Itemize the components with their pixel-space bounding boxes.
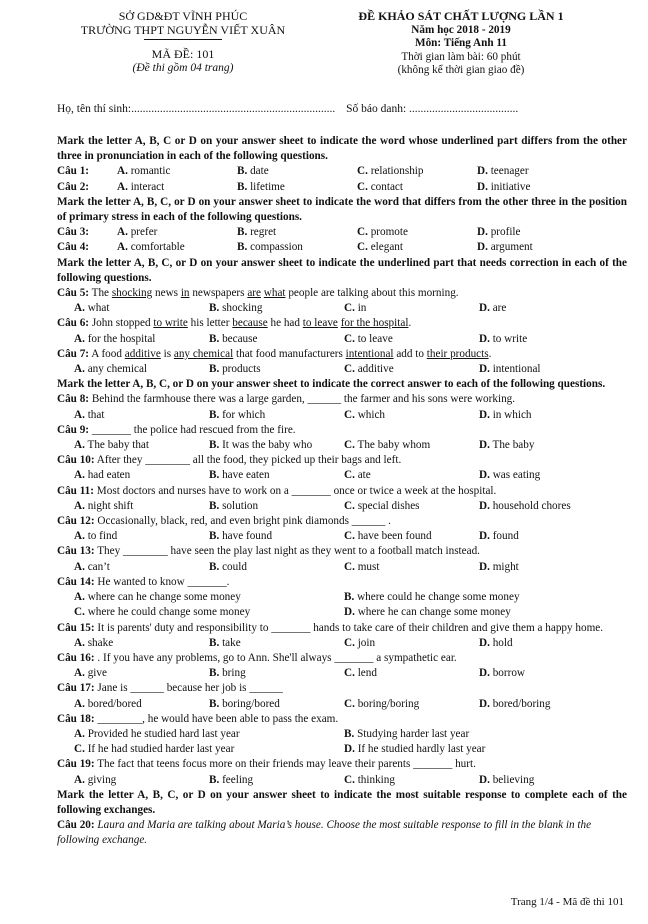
option-a: A. comfortable (117, 241, 185, 254)
option-c: C. elegant (357, 241, 403, 254)
option-a: A. interact (117, 180, 165, 193)
option-c: C. relationship (357, 165, 424, 178)
question-7-options (57, 362, 627, 377)
question-9-stem: Câu 9: _______ the police had rescued from the fire. (57, 423, 296, 436)
option-d: D. household chores (479, 499, 571, 512)
school-name: TRƯỜNG THPT NGUYỄN VIẾT XUÂN (80, 22, 286, 37)
option-c: C. promote (357, 226, 408, 239)
time-note: (không kể thời gian giao đề) (397, 64, 525, 76)
question-8-options (57, 408, 627, 423)
option-d: D. in which (479, 408, 532, 421)
exam-content (57, 134, 627, 849)
option-c: C. boring/boring (344, 697, 420, 710)
header-divider (144, 39, 222, 40)
question-16-options (57, 666, 627, 681)
option-c: C. thinking (344, 773, 395, 786)
question-1: Câu 1: A. romantic B. date C. relationship D. teenager (57, 164, 627, 179)
option-a: A. shake (74, 636, 114, 649)
option-a: A. Provided he studied hard last year (74, 727, 240, 740)
question-16-stem: Câu 16: . If you have any problems, go to Ann. She'll always _______ a sympathetic ear. (57, 651, 457, 664)
option-b: B. date (237, 165, 269, 178)
option-b: B. compassion (237, 241, 303, 254)
question-4: Câu 4: A. comfortable B. compassion C. elegant D. argument (57, 240, 627, 255)
option-a: A. bored/bored (74, 697, 142, 710)
question-11-stem: Câu 11: Most doctors and nurses have to work on a _______ once or twice a week at the hospital. (57, 484, 497, 497)
option-c: C. must (344, 560, 380, 573)
option-a: A. The baby that (74, 439, 150, 452)
department-name: SỞ GD&ĐT VĨNH PHÚC (118, 9, 248, 23)
option-d: D. If he studied hardly last year (344, 743, 486, 756)
question-9-options (57, 438, 627, 453)
time-allowed: Thời gian làm bài: 60 phút (401, 50, 521, 63)
question-14-options-ab (57, 590, 627, 605)
school-block (58, 10, 308, 75)
candidate-id-field: Số báo danh: ...................................... (346, 103, 519, 115)
option-d: D. argument (477, 241, 533, 254)
option-b: B. have eaten (209, 469, 270, 482)
question-13-options (57, 560, 627, 575)
option-c: C. If he had studied harder last year (74, 743, 235, 756)
option-b: B. feeling (209, 773, 254, 786)
option-d: D. found (479, 530, 519, 543)
option-c: C. have been found (344, 530, 432, 543)
option-b: B. take (209, 636, 241, 649)
option-b: B. could (209, 560, 247, 573)
option-a: A. night shift (74, 499, 134, 512)
question-17-stem: Câu 17: Jane is ______ because her job is ______ (57, 682, 283, 695)
question-7-stem: Câu 7: A food additive is any chemical that food manufacturers intentional add to their products. (57, 347, 492, 360)
option-d: D. to write (479, 332, 528, 345)
option-a: A. giving (74, 773, 117, 786)
section-2-instruction: Mark the letter A, B, C, or D on your answer sheet to indicate the word that differs from the other three in the position of primary stress in each of the following questions. (57, 195, 627, 224)
question-14-options-cd (57, 605, 627, 620)
option-d: D. bored/boring (479, 697, 551, 710)
section-3-instruction: Mark the letter A, B, C, or D on your answer sheet to indicate the underlined part that needs correction in each of the following questions. (57, 256, 627, 284)
option-d: D. believing (479, 773, 535, 786)
question-18-options-cd (57, 742, 627, 757)
option-d: D. might (479, 560, 519, 573)
question-2: Câu 2: A. interact B. lifetime C. contact D. initiative (57, 180, 627, 195)
question-10-options (57, 468, 627, 483)
question-5-stem: Câu 5: The shocking news in newspapers are what people are talking about this morning. (57, 287, 459, 300)
option-b: B. lifetime (237, 180, 285, 193)
option-c: C. special dishes (344, 499, 420, 512)
exam-info-block (322, 10, 600, 78)
section-1-instruction: Mark the letter A, B, C or D on your answer sheet to indicate the word whose underlined part differs from the other three in pronunciation in each of the following questions. (57, 135, 627, 163)
option-c: C. lend (344, 667, 377, 680)
option-c: C. The baby whom (344, 439, 431, 452)
question-12-stem: Câu 12: Occasionally, black, red, and even bright pink diamonds ______ . (57, 515, 391, 528)
school-year: Năm học 2018 - 2019 (411, 23, 511, 36)
question-10-stem: Câu 10: After they ________ all the food, they picked up their bags and left. (57, 454, 402, 467)
option-c: C. to leave (344, 332, 393, 345)
option-d: D. initiative (477, 180, 531, 193)
option-a: A. what (74, 302, 110, 315)
question-17-options (57, 697, 627, 712)
candidate-line (57, 103, 518, 115)
pages-note: (Đề thi gồm 04 trang) (132, 61, 234, 74)
option-d: D. The baby (479, 439, 535, 452)
option-a: A. romantic (117, 165, 171, 178)
option-b: B. because (209, 332, 258, 345)
option-c: C. contact (357, 180, 403, 193)
question-6-stem: Câu 6: John stopped to write his letter because he had to leave for the hospital. (57, 317, 412, 330)
option-a: A. give (74, 667, 107, 680)
option-b: B. solution (209, 499, 259, 512)
option-b: B. Studying harder last year (344, 727, 470, 740)
question-15-stem: Câu 15: It is parents' duty and responsibility to _______ hands to take care of their children and give them a happy home. (57, 621, 604, 634)
option-d: D. teenager (477, 165, 529, 178)
option-b: B. have found (209, 530, 273, 543)
option-c: C. which (344, 408, 386, 421)
candidate-name-field: Họ, tên thí sinh:....................................................................... (57, 103, 336, 115)
exam-code: MÃ ĐỀ: 101 (151, 47, 215, 61)
option-c: C. in (344, 302, 367, 315)
question-8-stem: Câu 8: Behind the farmhouse there was a large garden, ______ the farmer and his sons were working. (57, 393, 516, 406)
question-6-options (57, 332, 627, 347)
option-c: C. where he could change some money (74, 606, 251, 619)
option-a: A. that (74, 408, 105, 421)
option-c: C. join (344, 636, 376, 649)
option-b: B. where could he change some money (344, 591, 520, 604)
question-18-stem: Câu 18: ________, he would have been able to pass the exam. (57, 712, 339, 725)
question-5-options (57, 301, 627, 316)
option-c: C. ate (344, 469, 371, 482)
option-c: C. additive (344, 363, 394, 376)
option-d: D. profile (477, 226, 521, 239)
question-19-stem: Câu 19: The fact that teens focus more on their friends may leave their parents _______ hurt. (57, 758, 476, 771)
option-a: A. for the hospital (74, 332, 156, 345)
option-a: A. where can he change some money (74, 591, 241, 604)
option-a: A. prefer (117, 226, 158, 239)
question-14-stem: Câu 14: He wanted to know _______. (57, 575, 230, 588)
option-a: A. can’t (74, 560, 110, 573)
question-12-options (57, 529, 627, 544)
subject: Môn: Tiếng Anh 11 (415, 37, 507, 49)
option-d: D. hold (479, 636, 513, 649)
question-18-options-ab (57, 727, 627, 742)
question-13-stem: Câu 13: They ________ have seen the play last night as they went to a football match instead. (57, 545, 480, 558)
option-a: A. any chemical (74, 363, 148, 376)
option-b: B. bring (209, 667, 246, 680)
option-b: B. It was the baby who (209, 439, 313, 452)
option-b: B. regret (237, 226, 277, 239)
option-b: B. products (209, 363, 261, 376)
question-11-options (57, 499, 627, 514)
question-3: Câu 3: A. prefer B. regret C. promote D. profile (57, 225, 627, 240)
section-4-instruction: Mark the letter A, B, C, or D on your answer sheet to indicate the correct answer to each of the following questions. (57, 378, 606, 391)
option-d: D. was eating (479, 469, 541, 482)
question-20-stem: Câu 20: Laura and Maria are talking about Maria’s house. Choose the most suitable response to fill in the blank in the following exchange. (57, 819, 592, 847)
question-15-options (57, 636, 627, 651)
question-19-options (57, 773, 627, 788)
option-d: D. where he can change some money (344, 606, 511, 619)
option-b: B. shocking (209, 302, 263, 315)
option-b: B. for which (209, 408, 266, 421)
option-d: D. are (479, 302, 507, 315)
page-footer: Trang 1/4 - Mã đề thi 101 (510, 896, 624, 908)
option-b: B. boring/bored (209, 697, 280, 710)
option-a: A. had eaten (74, 469, 131, 482)
option-d: D. intentional (479, 363, 541, 376)
option-a: A. to find (74, 530, 118, 543)
option-d: D. borrow (479, 667, 525, 680)
exam-title: ĐỀ KHẢO SÁT CHẤT LƯỢNG LẦN 1 (358, 9, 564, 23)
section-5-instruction: Mark the letter A, B, C, or D on your answer sheet to indicate the most suitable response to complete each of the following exchanges. (57, 788, 627, 816)
